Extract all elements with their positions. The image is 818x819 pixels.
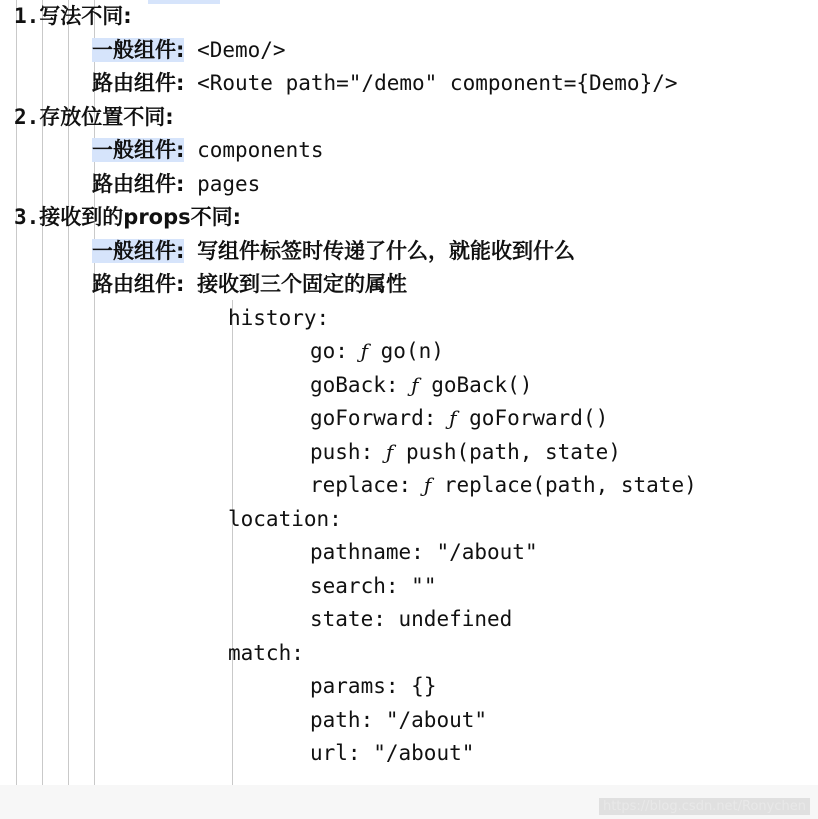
- prop-key: params:: [310, 674, 399, 698]
- section-title: 接收到的props不同:: [39, 205, 242, 229]
- function-marker: ƒ: [385, 439, 394, 464]
- row-value: pages: [197, 171, 261, 196]
- prop-value: "/about": [373, 741, 475, 765]
- prop-group-label: history:: [228, 305, 330, 330]
- prop-key: push:: [310, 439, 374, 464]
- section-number: 3.: [14, 205, 40, 229]
- prop-group: [0, 503, 818, 537]
- section-row: [0, 168, 818, 202]
- prop-group: [0, 302, 818, 336]
- row-label: 路由组件:: [92, 71, 185, 95]
- section-title: 存放位置不同:: [39, 104, 174, 129]
- row-value: 接收到三个固定的属性: [197, 272, 408, 296]
- section-row: [0, 134, 818, 168]
- prop-item: [0, 536, 818, 570]
- row-label: 一般组件:: [92, 238, 185, 263]
- prop-group-label: location:: [228, 506, 342, 531]
- prop-item: [0, 670, 818, 704]
- prop-value: undefined: [398, 607, 513, 631]
- section-row: [0, 34, 818, 68]
- prop-group-label: match:: [228, 640, 304, 665]
- prop-key: pathname:: [310, 540, 424, 564]
- prop-item: [0, 469, 818, 503]
- prop-value: goBack(): [431, 372, 533, 397]
- prop-key: goBack:: [310, 372, 399, 397]
- section-row: [0, 235, 818, 269]
- prop-item: [0, 369, 818, 403]
- row-label: 路由组件:: [92, 171, 185, 196]
- section-number: 2.: [14, 104, 40, 129]
- row-value: components: [197, 138, 324, 162]
- watermark: https://blog.csdn.net/Ronychen: [599, 798, 810, 815]
- prop-value: replace(path, state): [443, 473, 697, 497]
- row-value: <Demo/>: [197, 37, 286, 62]
- prop-item: [0, 436, 818, 470]
- section-heading: [0, 201, 818, 235]
- prop-item: [0, 402, 818, 436]
- prop-key: replace:: [310, 473, 412, 497]
- prop-value: "": [411, 573, 437, 598]
- prop-group: [0, 637, 818, 671]
- prop-item: [0, 570, 818, 604]
- function-marker: ƒ: [449, 406, 457, 430]
- prop-key: state:: [310, 607, 386, 631]
- prop-item: [0, 737, 818, 771]
- section-row: [0, 67, 818, 101]
- prop-key: path:: [310, 707, 374, 732]
- row-label: 一般组件:: [92, 138, 185, 162]
- prop-key: go:: [310, 339, 348, 363]
- prop-value: goForward(): [469, 406, 609, 430]
- section-heading: [0, 101, 818, 135]
- prop-key: search:: [310, 573, 399, 598]
- prop-item: [0, 603, 818, 637]
- prop-value: {}: [411, 674, 437, 698]
- prop-key: goForward:: [310, 406, 437, 430]
- section-title: 写法不同:: [39, 4, 132, 28]
- prop-value: go(n): [380, 339, 444, 363]
- prop-value: "/about": [436, 540, 538, 564]
- section-row: [0, 268, 818, 302]
- row-value: <Route path="/demo" component={Demo}/>: [197, 71, 678, 95]
- prop-value: "/about": [385, 707, 488, 732]
- prop-item: [0, 335, 818, 369]
- function-marker: ƒ: [360, 339, 368, 363]
- row-label: 路由组件:: [92, 272, 185, 296]
- prop-key: url:: [310, 741, 361, 765]
- function-marker: ƒ: [411, 372, 419, 397]
- prop-value: push(path, state): [405, 439, 621, 464]
- row-value: 写组件标签时传递了什么，就能收到什么: [197, 238, 576, 263]
- section-number: 1.: [14, 4, 40, 28]
- section-heading: [0, 0, 818, 34]
- row-label: 一般组件:: [92, 37, 185, 62]
- function-marker: ƒ: [423, 473, 432, 497]
- prop-item: [0, 704, 818, 738]
